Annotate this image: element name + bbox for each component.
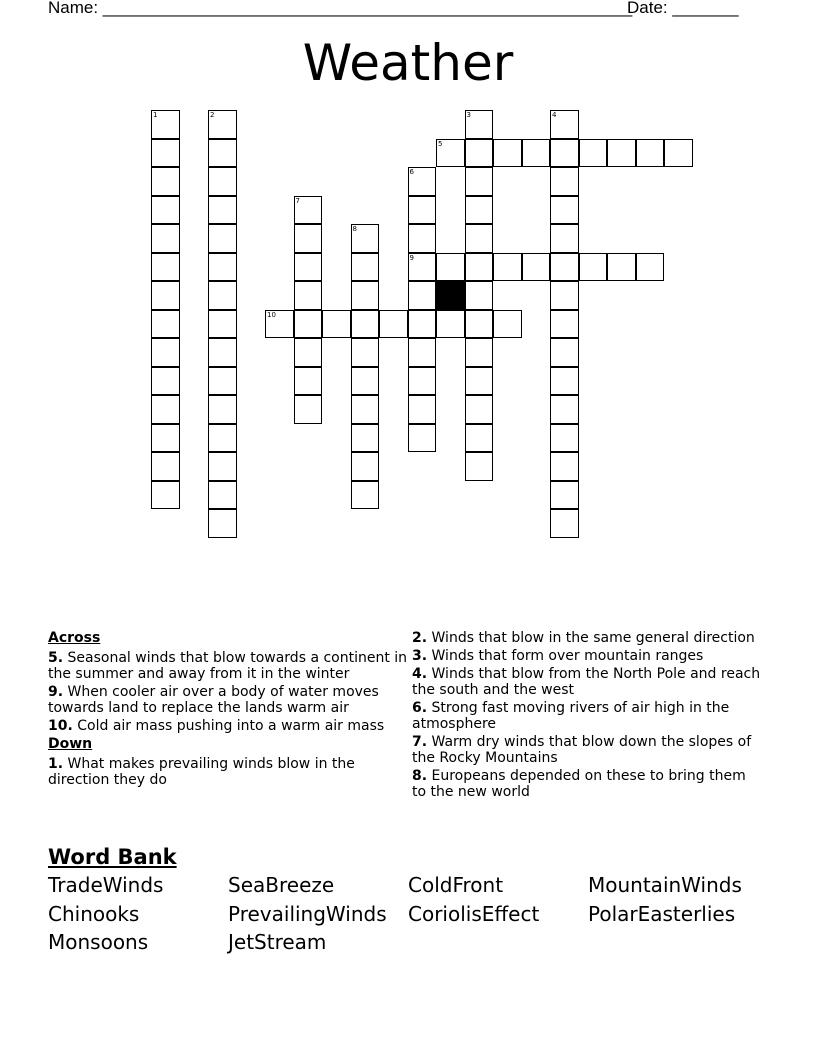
clue-number: 6. (412, 700, 428, 716)
crossword-cell[interactable] (151, 224, 180, 253)
crossword-cell[interactable] (465, 338, 494, 367)
crossword-cell[interactable] (550, 481, 579, 510)
crossword-cell[interactable] (493, 253, 522, 282)
clue-number: 8. (412, 768, 428, 784)
word-bank-item: SeaBreeze (228, 873, 335, 897)
clue-number-label: 8 (352, 225, 357, 233)
clue-text: Cold air mass pushing into a warm air mass (77, 718, 385, 734)
crossword-cell[interactable] (408, 224, 437, 253)
crossword-cell[interactable] (408, 196, 437, 225)
clue-text: Winds that blow from the North Pole and reach the south and the west (412, 666, 761, 698)
word-bank (48, 873, 788, 955)
crossword-cell[interactable] (208, 424, 237, 453)
clue-across-10 (48, 718, 410, 734)
crossword-cell[interactable] (151, 367, 180, 396)
crossword-cell[interactable] (465, 310, 494, 339)
page-title: Weather (302, 34, 514, 92)
clue-number-label: 4 (552, 111, 557, 119)
crossword-cell[interactable] (465, 224, 494, 253)
crossword-cell[interactable] (465, 367, 494, 396)
crossword-cell[interactable] (322, 310, 351, 339)
clue-text: Warm dry winds that blow down the slopes of the Rocky Mountains (412, 734, 752, 766)
crossword-cell[interactable] (208, 253, 237, 282)
clue-text: What makes prevailing winds blow in the direction they do (48, 756, 355, 788)
crossword-cell[interactable] (208, 509, 237, 538)
crossword-cell[interactable] (550, 167, 579, 196)
crossword-cell[interactable] (208, 110, 237, 139)
crossword-cell[interactable] (208, 310, 237, 339)
word-bank-title: Word Bank (48, 845, 177, 869)
clue-number-label: 7 (295, 196, 300, 205)
crossword-cell[interactable] (607, 253, 636, 282)
crossword-cell[interactable] (408, 167, 437, 196)
clue-down-1 (48, 756, 410, 788)
crossword-cell[interactable] (465, 139, 494, 168)
crossword-cell[interactable] (351, 367, 380, 396)
crossword-cell[interactable] (550, 196, 579, 225)
word-bank-item: CoriolisEffect (408, 901, 540, 926)
crossword-cell[interactable] (408, 395, 437, 424)
crossword-cell[interactable] (436, 253, 465, 282)
name-field-label: Name: ________________________________________________________ (48, 0, 633, 17)
crossword-cell[interactable] (208, 395, 237, 424)
crossword-cell[interactable] (465, 395, 494, 424)
clue-text: Seasonal winds that blow towards a continent in the summer and away from it in the winter (48, 650, 408, 682)
word-bank-item: MountainWinds (588, 873, 742, 897)
clue-number: 10. (48, 718, 73, 734)
clue-down-3 (412, 648, 762, 664)
word-bank-item: Monsoons (48, 930, 149, 954)
crossword-cell[interactable] (151, 139, 180, 168)
crossword-cell[interactable] (408, 338, 437, 367)
clue-text: When cooler air over a body of water moves towards land to replace the lands warm air (48, 684, 379, 716)
clue-number: 4. (412, 666, 428, 682)
crossword-cell[interactable] (550, 424, 579, 453)
clue-across-5 (48, 650, 410, 682)
clue-down-7 (412, 734, 762, 766)
crossword-cell[interactable] (408, 310, 437, 339)
crossword-cell[interactable] (151, 167, 180, 196)
crossword-cell[interactable] (636, 139, 665, 168)
crossword-cell[interactable] (465, 253, 494, 282)
crossword-cell[interactable] (351, 281, 380, 310)
crossword-cell[interactable] (636, 253, 665, 282)
crossword-cell[interactable] (550, 110, 579, 139)
crossword-cell[interactable] (607, 139, 636, 168)
crossword-cell[interactable] (550, 395, 579, 424)
crossword-cell[interactable] (550, 139, 579, 168)
black-square (436, 281, 465, 310)
clue-across-9 (48, 684, 410, 716)
clue-down-2 (412, 630, 762, 646)
crossword-cell[interactable] (208, 196, 237, 225)
crossword-cell[interactable] (408, 367, 437, 396)
crossword-cell[interactable] (351, 395, 380, 424)
crossword-cell[interactable] (294, 281, 323, 310)
clue-text: Winds that blow in the same general direction (431, 630, 755, 646)
crossword-cell[interactable] (151, 338, 180, 367)
crossword-cell[interactable] (351, 253, 380, 282)
crossword-cell[interactable] (579, 139, 608, 168)
clue-number-label: 1 (153, 111, 158, 119)
crossword-cell[interactable] (151, 395, 180, 424)
crossword-cell[interactable] (408, 281, 437, 310)
clue-down-8 (412, 768, 762, 800)
crossword-cell[interactable] (351, 224, 380, 253)
clue-number: 2. (412, 630, 428, 646)
clues-right-column (412, 630, 762, 802)
clue-number: 1. (48, 756, 64, 772)
crossword-cell[interactable] (465, 281, 494, 310)
crossword-cell[interactable] (151, 110, 180, 139)
crossword-cell[interactable] (550, 338, 579, 367)
crossword-cell[interactable] (208, 139, 237, 168)
crossword-cell[interactable] (579, 253, 608, 282)
crossword-cell[interactable] (436, 139, 465, 168)
crossword-cell[interactable] (151, 281, 180, 310)
crossword-cell[interactable] (265, 310, 294, 339)
clue-text: Winds that form over mountain ranges (431, 648, 704, 664)
crossword-cell[interactable] (351, 338, 380, 367)
crossword-cell[interactable] (522, 139, 551, 168)
crossword-cell[interactable] (465, 167, 494, 196)
crossword-cell[interactable] (465, 110, 494, 139)
clue-number-label: 6 (409, 168, 414, 176)
crossword-cell[interactable] (379, 310, 408, 339)
crossword-cell[interactable] (550, 509, 579, 538)
word-bank-item: TradeWinds (48, 873, 164, 897)
crossword-cell[interactable] (436, 310, 465, 339)
crossword-cell[interactable] (408, 253, 437, 282)
clue-number-label: 9 (409, 253, 414, 262)
crossword-cell[interactable] (550, 310, 579, 339)
crossword-cell[interactable] (550, 452, 579, 481)
clue-down-6 (412, 700, 762, 732)
clue-number-label: 10 (267, 310, 276, 319)
crossword-cell[interactable] (294, 395, 323, 424)
crossword-cell[interactable] (294, 338, 323, 367)
crossword-cell[interactable] (550, 224, 579, 253)
crossword-cell[interactable] (294, 367, 323, 396)
crossword-cell[interactable] (550, 281, 579, 310)
crossword-cell[interactable] (294, 224, 323, 253)
crossword-cell[interactable] (465, 452, 494, 481)
crossword-cell[interactable] (151, 481, 180, 510)
crossword-cell[interactable] (351, 481, 380, 510)
clue-number: 3. (412, 648, 428, 664)
clue-down-4 (412, 666, 762, 698)
crossword-cell[interactable] (151, 253, 180, 282)
crossword-cell[interactable] (664, 139, 693, 168)
down-heading: Down (48, 736, 93, 752)
word-bank-item: PolarEasterlies (588, 901, 736, 926)
crossword-cell[interactable] (151, 196, 180, 225)
crossword-cell[interactable] (550, 367, 579, 396)
clue-number-label: 2 (210, 111, 215, 119)
clue-number: 5. (48, 650, 64, 666)
clue-text: Strong fast moving rivers of air high in the atmosphere (412, 700, 730, 732)
clue-number-label: 5 (438, 139, 443, 148)
crossword-cell[interactable] (294, 310, 323, 339)
crossword-cell[interactable] (208, 367, 237, 396)
clue-number: 7. (412, 734, 428, 750)
crossword-cell[interactable] (208, 481, 237, 510)
word-bank-item: ColdFront (408, 873, 504, 897)
crossword-cell[interactable] (208, 338, 237, 367)
crossword-cell[interactable] (208, 452, 237, 481)
date-field-label: Date: _______ (627, 0, 739, 17)
clues-left-column (48, 630, 410, 790)
crossword-cell[interactable] (465, 196, 494, 225)
crossword-cell[interactable] (208, 281, 237, 310)
crossword-cell[interactable] (351, 424, 380, 453)
crossword-cell[interactable] (294, 196, 323, 225)
across-heading: Across (48, 630, 101, 646)
crossword-cell[interactable] (151, 310, 180, 339)
clue-number: 9. (48, 684, 64, 700)
crossword-cell[interactable] (493, 139, 522, 168)
clue-number-label: 3 (466, 111, 471, 119)
crossword-cell[interactable] (465, 424, 494, 453)
crossword-cell[interactable] (294, 253, 323, 282)
word-bank-item: JetStream (228, 930, 327, 954)
crossword-cell[interactable] (151, 424, 180, 453)
crossword-cell[interactable] (151, 452, 180, 481)
crossword-cell[interactable] (408, 424, 437, 453)
clue-text: Europeans depended on these to bring them to the new world (412, 768, 746, 800)
crossword-cell[interactable] (208, 167, 237, 196)
crossword-cell[interactable] (493, 310, 522, 339)
crossword-cell[interactable] (522, 253, 551, 282)
crossword-cell[interactable] (550, 253, 579, 282)
crossword-cell[interactable] (351, 310, 380, 339)
crossword-cell[interactable] (351, 452, 380, 481)
word-bank-item: Chinooks (48, 901, 140, 926)
crossword-cell[interactable] (208, 224, 237, 253)
word-bank-item: PrevailingWinds (228, 901, 387, 926)
